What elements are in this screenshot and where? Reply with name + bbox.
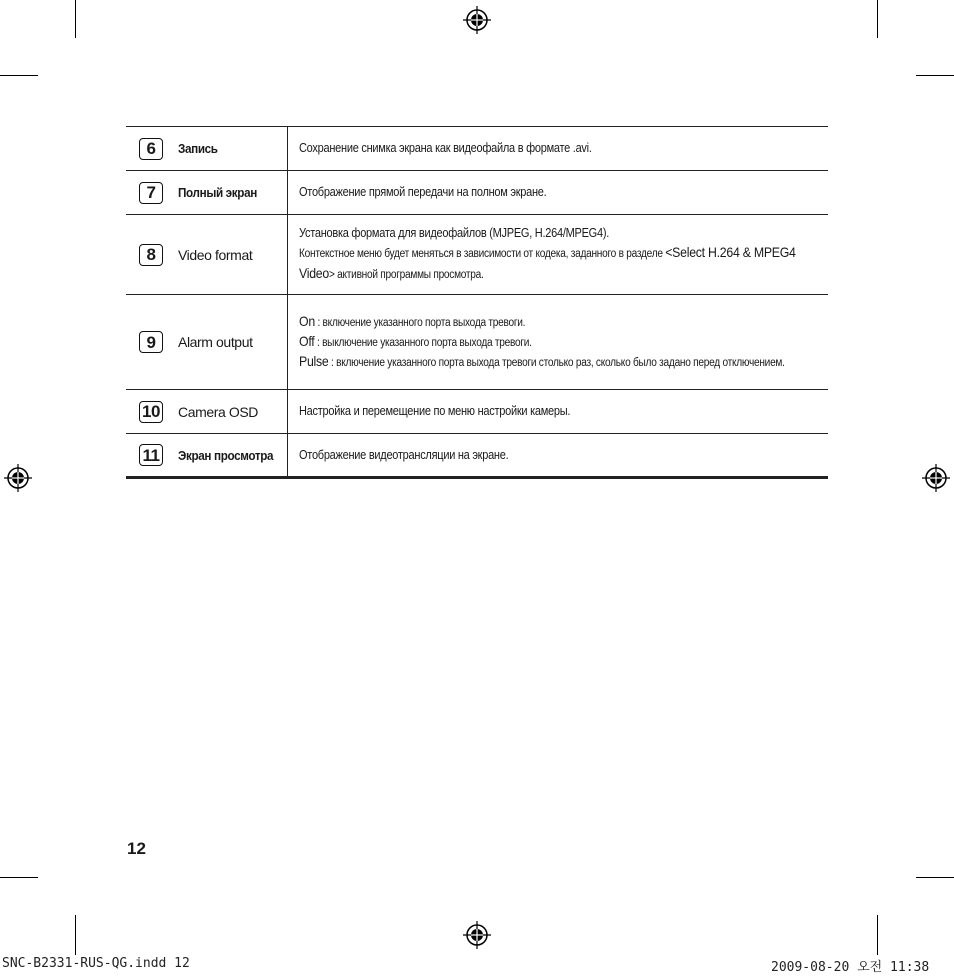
crop-mark [916,877,954,878]
registration-mark-icon [4,464,32,492]
crop-mark [75,0,76,38]
crop-mark [75,915,76,955]
table-row [126,127,828,171]
crop-mark [0,877,38,878]
table-row [126,215,828,295]
page-number: 12 [127,839,146,858]
item-number-badge: 9 [139,331,163,353]
feature-table [126,126,828,479]
table-row [126,390,828,434]
item-number-badge: 10 [139,401,163,423]
item-label: Video format [178,246,253,263]
item-description: Сохранение снимка экрана как видеофайла в формате .avi. [299,141,592,155]
item-label: Camera OSD [178,403,259,420]
crop-mark [0,75,38,76]
print-slug-datetime: 2009-08-20 오전 11:38 [771,960,930,975]
registration-mark-icon [463,921,491,949]
item-description: Отображение видеотрансляции на экране. [299,447,509,462]
table-row [126,295,828,390]
item-label: Экран просмотра [178,447,274,463]
table-row [126,171,828,215]
print-slug-file: SNC-B2331-RUS-QG.indd 12 [2,956,190,971]
item-description: Установка формата для видеофайлов (MJPEG, H.264/MPEG4). Контекстное меню будет меняться в зависимости от кодека, заданного в разделе <Select H.264 & MPEG4 Video> активной программы просмотра. [299,226,796,281]
item-description: Отображение прямой передачи на полном экране. [299,185,547,199]
item-label: Запись [178,141,218,156]
item-label: Полный экран [178,185,257,200]
menu-reference: <Select H.264 & MPEG4 Video [299,244,796,281]
crop-mark [916,75,954,76]
crop-mark [877,0,878,38]
item-number-badge: 11 [139,444,163,466]
table-row [126,434,828,478]
registration-mark-icon [463,6,491,34]
item-description: On : включение указанного порта выхода тревоги. Off : выключение указанного порта выхода тревоги. Pulse : включение указанного порта выхода тревоги столько раз, сколько было задано перед отключением. [299,313,785,369]
item-label: Alarm output [178,334,253,350]
registration-mark-icon [922,464,950,492]
item-description: Настройка и перемещение по меню настройки камеры. [299,404,571,418]
item-number-badge: 6 [139,138,163,160]
item-number-badge: 7 [139,182,163,204]
crop-mark [877,915,878,955]
item-number-badge: 8 [139,244,163,266]
